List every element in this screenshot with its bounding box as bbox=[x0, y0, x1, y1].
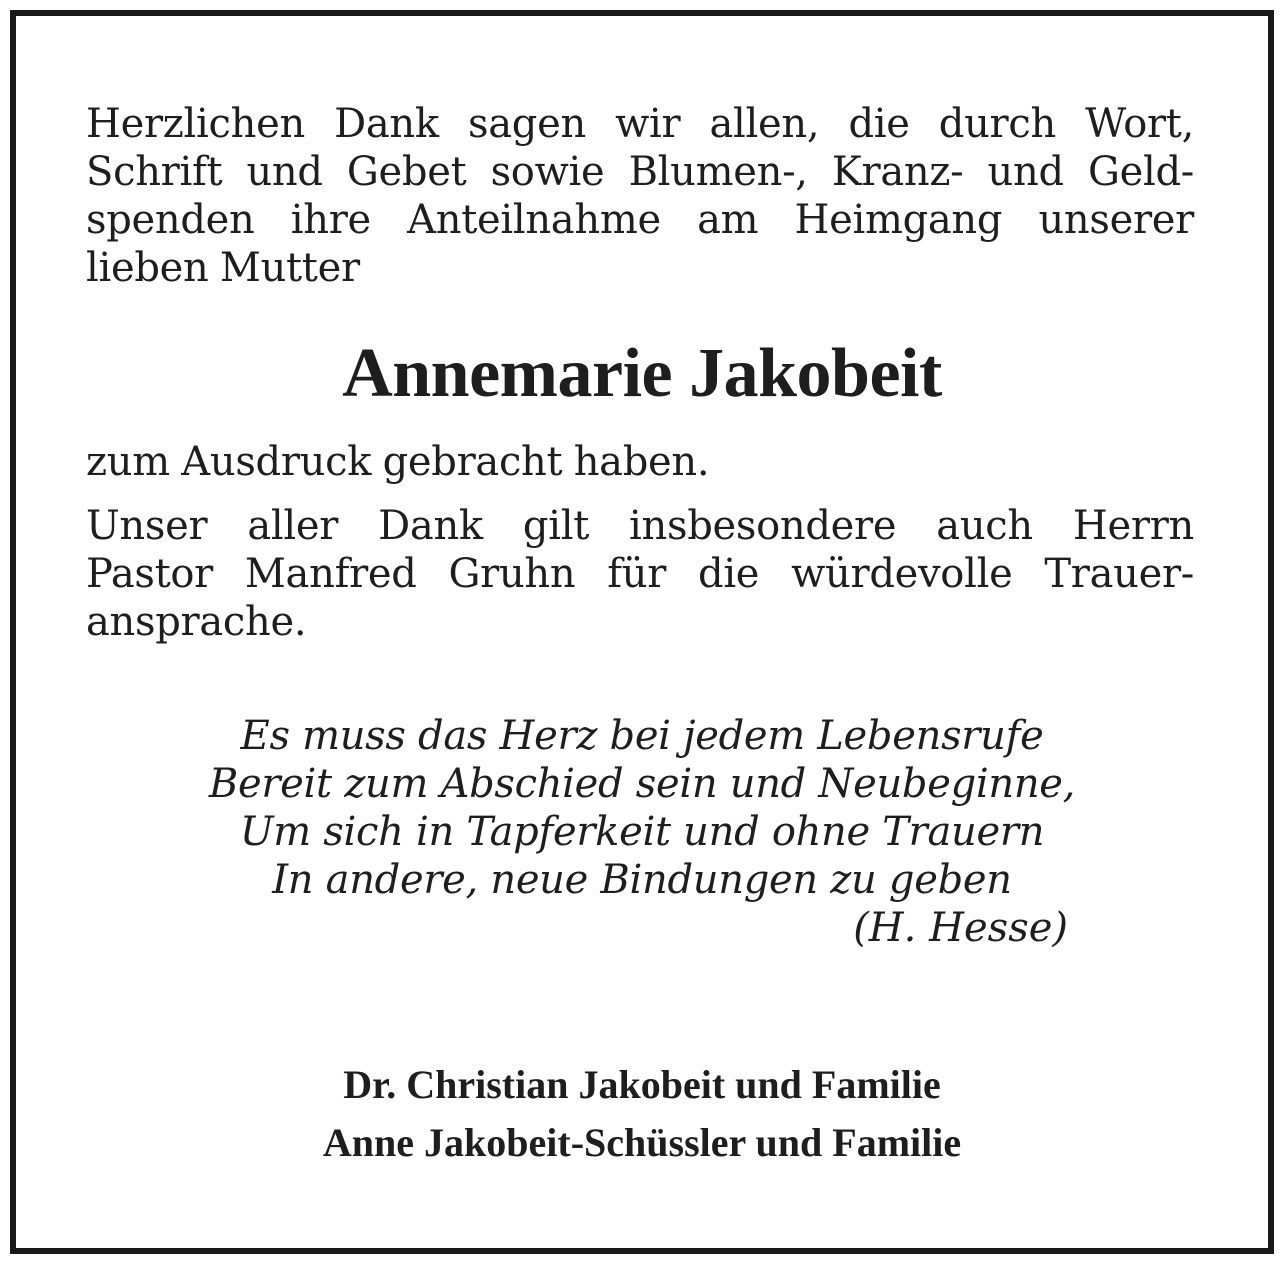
intro-line: spenden ihre Anteilnahme am Heimgang unserer bbox=[86, 197, 1194, 243]
poem-verse: Es muss das Herz bei jedem Lebensrufe bbox=[240, 713, 1044, 759]
intro-paragraph bbox=[86, 100, 1194, 292]
poem-author: (H. Hesse) bbox=[853, 905, 1068, 951]
intro-line: Schrift und Gebet sowie Blumen-, Kranz- und Geld- bbox=[86, 149, 1194, 195]
closing-paragraph bbox=[86, 438, 1194, 486]
closing-line: zum Ausdruck gebracht haben. bbox=[86, 439, 710, 485]
poem-quote bbox=[16, 712, 1268, 904]
special-thanks-paragraph bbox=[86, 502, 1194, 646]
intro-line: lieben Mutter bbox=[86, 245, 360, 291]
obituary-notice bbox=[10, 10, 1274, 1254]
deceased-name: Annemarie Jakobeit bbox=[342, 335, 942, 412]
poem-verse: Um sich in Tapferkeit und ohne Trauern bbox=[239, 809, 1045, 855]
poem-verse: In andere, neue Bindungen zu geben bbox=[272, 857, 1012, 903]
signer-name: Dr. Christian Jakobeit und Familie bbox=[343, 1062, 941, 1107]
special-thanks-line: Pastor Manfred Gruhn für die würdevolle Trauer- bbox=[86, 551, 1194, 597]
poem-verse: Bereit zum Abschied sein und Neubeginne, bbox=[208, 761, 1076, 807]
intro-line: Herzlichen Dank sagen wir allen, die durch Wort, bbox=[86, 101, 1194, 147]
signers-block bbox=[16, 1056, 1268, 1172]
special-thanks-line: Unser aller Dank gilt insbesondere auch Herrn bbox=[86, 503, 1194, 549]
special-thanks-line: ansprache. bbox=[86, 599, 307, 645]
signer-name: Anne Jakobeit-Schüssler und Familie bbox=[322, 1120, 962, 1165]
